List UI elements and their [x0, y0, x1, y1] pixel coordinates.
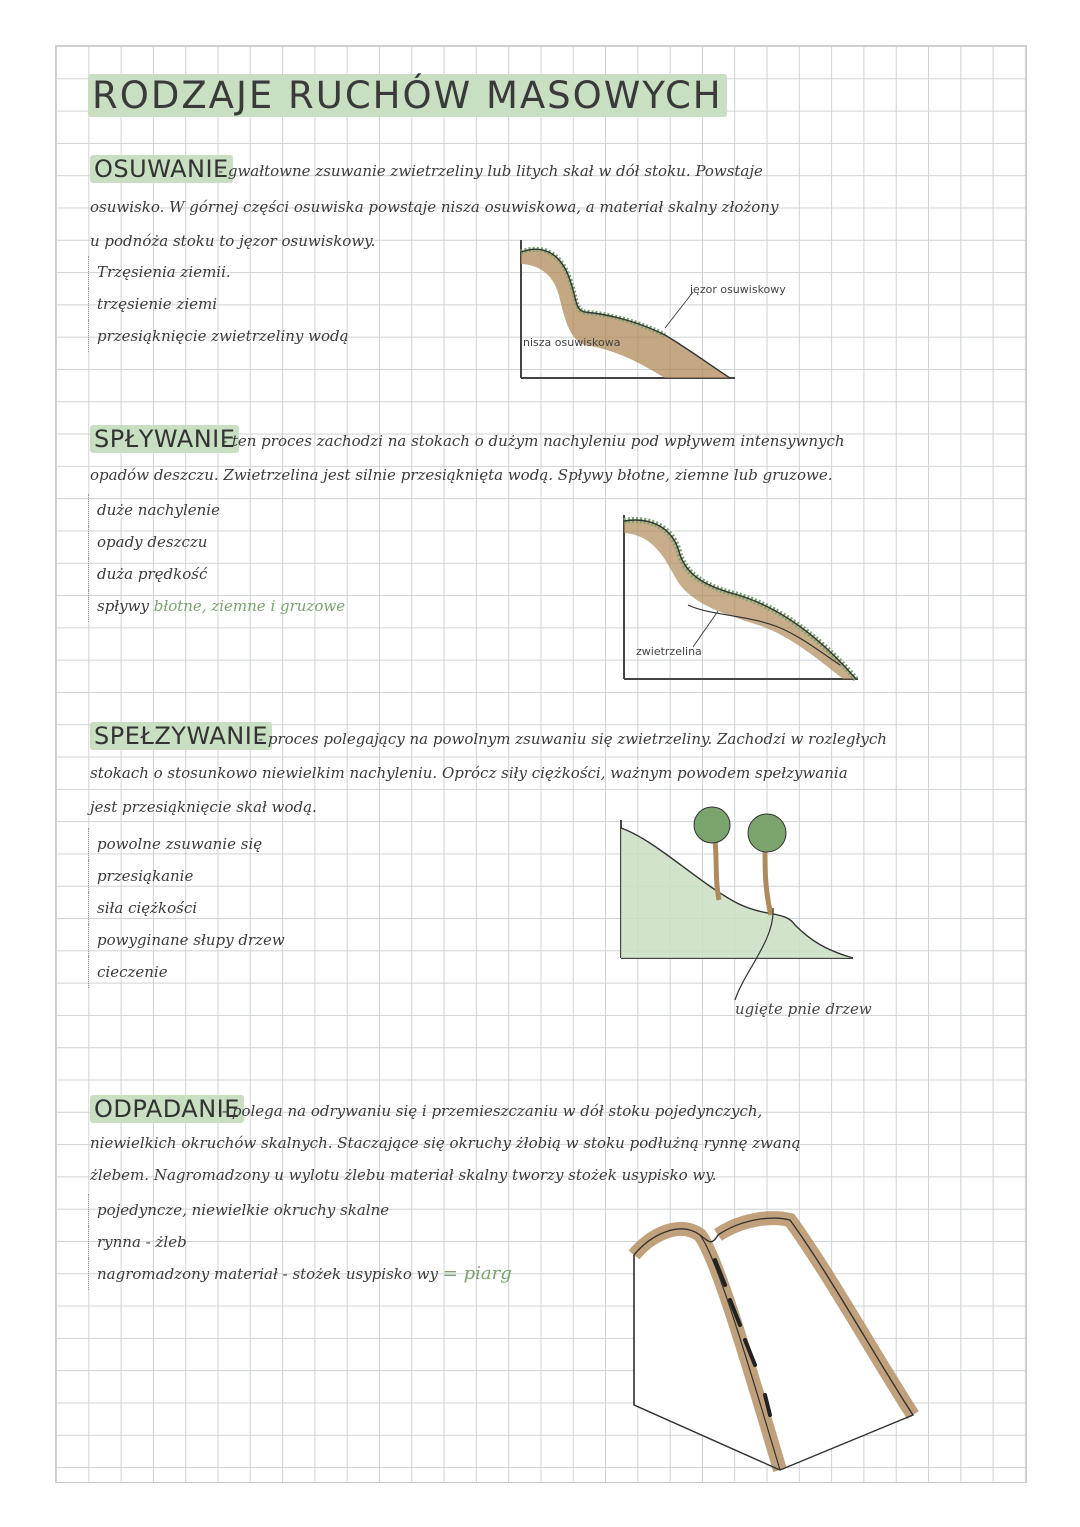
list-item: cieczenie — [88, 956, 285, 988]
label-ugiete-pnie: ugięte pnie drzew — [735, 1000, 872, 1018]
label-nisza: nisza osuwiskowa — [523, 336, 621, 349]
list-item: duże nachylenie — [88, 494, 345, 526]
osuwanie-line-3: u podnóża stoku to jęzor osuwiskowy. — [90, 232, 376, 250]
heading-text: OSUWANIE — [90, 155, 233, 183]
page-title — [88, 74, 727, 117]
section-heading-odpadanie — [90, 1095, 244, 1123]
heading-text: SPEŁZYWANIE — [90, 722, 272, 750]
list-item: trzęsienie ziemi — [88, 288, 349, 320]
osuwanie-line-2: osuwisko. W górnej części osuwiska powstaje nisza osuwiskowa, a materiał skalny złożony — [90, 198, 779, 216]
list-item: powyginane słupy drzew — [88, 924, 285, 956]
list-item — [88, 590, 345, 622]
landslide-diagram — [515, 240, 755, 380]
label-zwietrzelina: zwietrzelina — [636, 645, 702, 658]
page-title-text: RODZAJE RUCHÓW MASOWYCH — [88, 74, 727, 117]
osuwanie-list — [88, 256, 349, 352]
splywanie-list — [88, 494, 345, 622]
list-item-text: nagromadzony materiał - stożek usypisko wy — [97, 1265, 438, 1283]
list-item — [88, 1258, 512, 1290]
list-item-green: = piarg — [442, 1263, 512, 1284]
spelzywanie-line-1: - proces polegający na powolnym zsuwaniu się zwietrzeliny. Zachodzi w rozległych — [258, 730, 887, 748]
spelzywanie-list — [88, 828, 285, 988]
list-item: siła ciężkości — [88, 892, 285, 924]
list-item: pojedyncze, niewielkie okruchy skalne — [88, 1194, 512, 1226]
list-item: powolne zsuwanie się — [88, 828, 285, 860]
list-item: Trzęsienia ziemii. — [88, 256, 349, 288]
section-heading-spelzywanie — [90, 722, 272, 750]
creep-diagram — [615, 800, 865, 965]
list-item: przesiąkanie — [88, 860, 285, 892]
mudflow-diagram — [618, 515, 868, 685]
section-heading-osuwanie — [90, 155, 233, 183]
list-item: przesiąknięcie zwietrzeliny wodą — [88, 320, 349, 352]
label-jezor: jęzor osuwiskowy — [690, 283, 786, 296]
odpadanie-line-2: niewielkich okruchów skalnych. Staczające się okruchy żłobią w stoku podłużną rynnę zwaną — [90, 1134, 801, 1152]
list-item: opady deszczu — [88, 526, 345, 558]
rockfall-diagram — [630, 1215, 920, 1475]
odpadanie-line-3: żlebem. Nagromadzony u wylotu żlebu materiał skalny tworzy stożek usypisko wy. — [90, 1166, 717, 1184]
splywanie-line-1: - ten proces zachodzi na stokach o dużym nachyleniu pod wpływem intensywnych — [222, 432, 845, 450]
list-item: rynna - żleb — [88, 1226, 512, 1258]
heading-text: ODPADANIE — [90, 1095, 244, 1123]
odpadanie-list — [88, 1194, 512, 1290]
heading-text: SPŁYWANIE — [90, 425, 239, 453]
list-item-text: spływy — [97, 597, 149, 615]
splywanie-line-2: opadów deszczu. Zwietrzelina jest silnie przesiąknięta wodą. Spływy błotne, ziemne lub gruzowe. — [90, 466, 833, 484]
spelzywanie-line-3: jest przesiąknięcie skał wodą. — [90, 798, 317, 816]
osuwanie-line-1: - gwałtowne zsuwanie zwietrzeliny lub litych skał w dół stoku. Powstaje — [218, 162, 763, 180]
odpadanie-line-1: - polega na odrywaniu się i przemieszczaniu w dół stoku pojedynczych, — [222, 1102, 763, 1120]
spelzywanie-line-2: stokach o stosunkowo niewielkim nachyleniu. Oprócz siły ciężkości, ważnym powodem spełzywania — [90, 764, 848, 782]
list-item: duża prędkość — [88, 558, 345, 590]
section-heading-splywanie — [90, 425, 239, 453]
list-item-green: błotne, ziemne i gruzowe — [153, 597, 346, 615]
